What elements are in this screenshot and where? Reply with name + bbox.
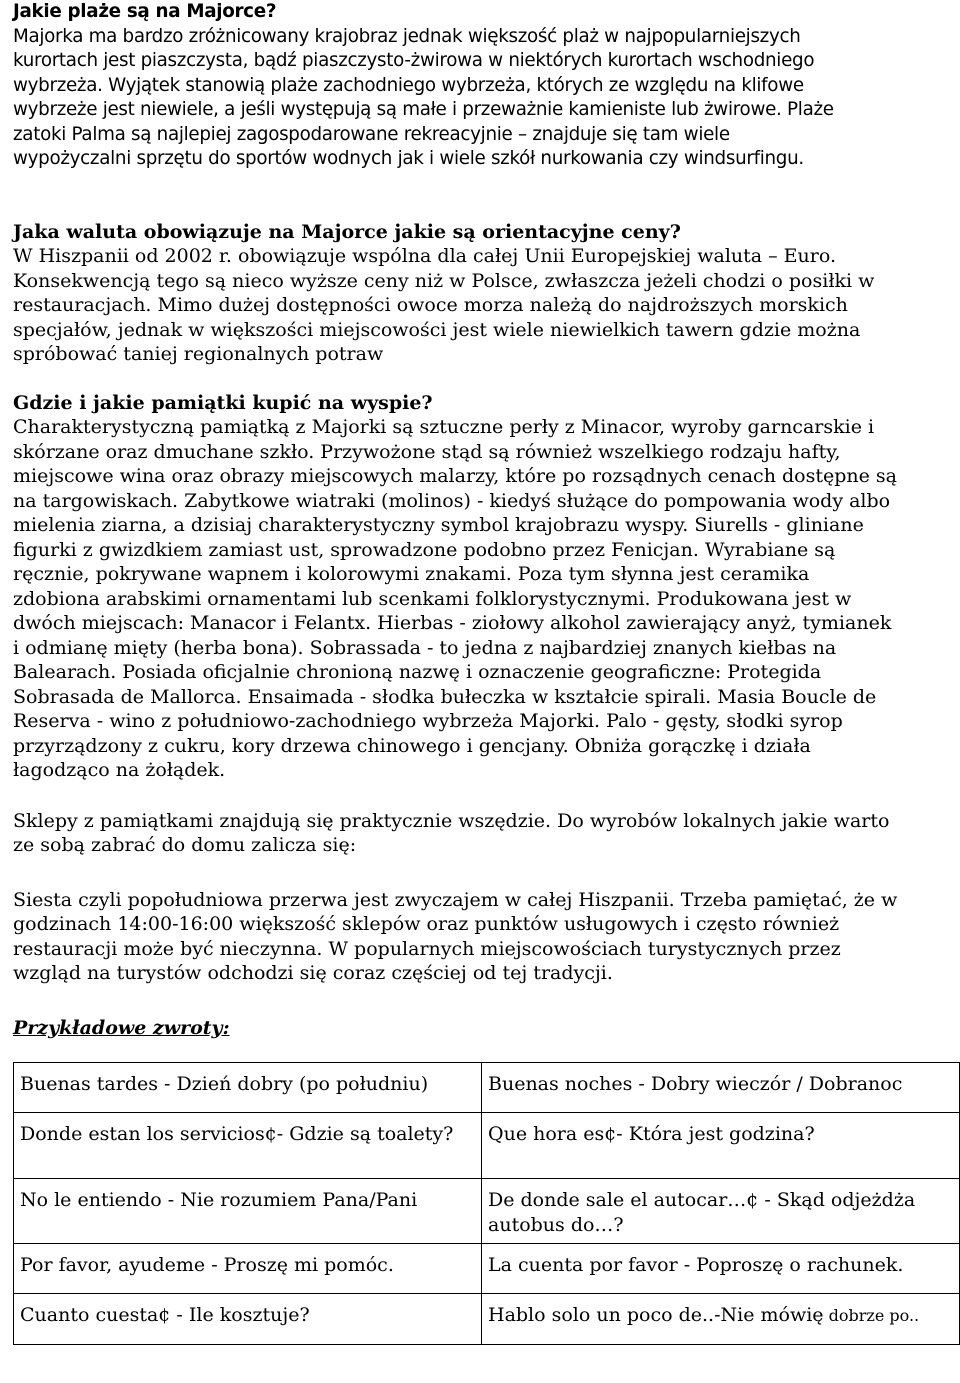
siesta-text-line: godzinach 14:00-16:00 większość sklepów oraz punktów usługowych i często również bbox=[13, 913, 840, 935]
souvenirs-text-line: ręcznie, pokrywane wapnem i kolorowymi znakami. Poza tym słynna jest ceramika bbox=[13, 563, 810, 585]
phrases-heading: Przykładowe zwroty: bbox=[13, 1016, 230, 1039]
phrase-cell: Por favor, ayudeme - Proszę mi pomóc. bbox=[14, 1244, 482, 1294]
beaches-text-line: wypożyczalni sprzętu do sportów wodnych jak i wiele szkół nurkowania czy windsurfingu. bbox=[13, 148, 804, 169]
souvenirs-heading: Gdzie i jakie pamiątki kupić na wyspie? bbox=[13, 391, 433, 414]
currency-text-line: restauracjach. Mimo dużej dostępności owoce morza należą do najdroższych morskich bbox=[13, 294, 848, 316]
shops-text-line: Sklepy z pamiątkami znajdują się praktycznie wszędzie. Do wyrobów lokalnych jakie warto bbox=[13, 809, 890, 832]
phrase-cell: De donde sale el autocar…¢ - Skąd odjeżdża autobus do…? bbox=[482, 1179, 960, 1244]
document-page bbox=[13, 0, 948, 1326]
souvenirs-text-line: Balearach. Posiada oficjalnie chronioną nazwę i oznaczenie geograficzne: Protegida bbox=[13, 661, 822, 683]
table-row bbox=[14, 1113, 960, 1179]
table-row bbox=[14, 1294, 960, 1345]
phrase-cell bbox=[482, 1294, 960, 1345]
phrases-table bbox=[13, 1062, 960, 1345]
beaches-text-line: kurortach jest piaszczysta, bądź piaszczysto-żwirowa w niektórych kurortach wschodniego bbox=[13, 50, 815, 71]
souvenirs-text-line: dwóch miejscach: Manacor i Felantx. Hierbas - ziołowy alkohol zawierający anyż, tymianek bbox=[13, 612, 892, 634]
souvenirs-text-line: Charakterystyczną pamiątką z Majorki są sztuczne perły z Minacor, wyroby garncarskie i bbox=[13, 416, 875, 438]
beaches-text-line: wybrzeża. Wyjątek stanowią plaże zachodniego wybrzeża, których ze względu na klifowe bbox=[13, 74, 804, 96]
souvenirs-text-line: mielenia ziarna, a dzisiaj charakterystyczny symbol krajobrazu wyspy. Siurells - gliniane bbox=[13, 514, 864, 536]
beaches-heading: Jakie plaże są na Majorce? bbox=[13, 1, 277, 22]
phrase-cell: No le entiendo - Nie rozumiem Pana/Pani bbox=[14, 1179, 482, 1244]
currency-text-line: W Hiszpanii od 2002 r. obowiązuje wspólna dla całej Unii Europejskiej waluta – Euro. bbox=[13, 245, 837, 267]
phrase-cell: Buenas noches - Dobry wieczór / Dobranoc bbox=[482, 1063, 960, 1113]
siesta-text-line: restauracji może być nieczynna. W popularnych miejscowościach turystycznych przez bbox=[13, 937, 841, 960]
currency-text-line: specjałów, jednak w większości miejscowości jest wiele niewielkich tawern gdzie można bbox=[13, 318, 861, 341]
siesta-text-line: wzgląd na turystów odchodzi się coraz częściej od tej tradycji. bbox=[13, 962, 613, 984]
currency-text-line: spróbować taniej regionalnych potraw bbox=[13, 343, 384, 365]
shops-text-line: ze sobą zabrać do domu zalicza się: bbox=[13, 834, 357, 856]
beaches-text-line: Majorka ma bardzo zróżnicowany krajobraz jednak większość plaż w najpopularniejszych bbox=[13, 25, 801, 47]
phrase-cell-text: Hablo solo un poco de..-Nie mówię bbox=[488, 1304, 824, 1326]
souvenirs-text-line: i odmianę mięty (herba bona). Sobrassada - to jedna z najbardziej znanych kiełbas na bbox=[13, 636, 837, 659]
souvenirs-text-line: Reserva - wino z południowo-zachodniego wybrzeża Majorki. Palo - gęsty, słodki syrop bbox=[13, 710, 843, 732]
souvenirs-text-line: skórzane oraz dmuchane szkło. Przywożone stąd są również wszelkiego rodzaju hafty, bbox=[13, 440, 841, 463]
phrase-cell: Que hora es¢- Która jest godzina? bbox=[482, 1113, 960, 1179]
table-row bbox=[14, 1244, 960, 1294]
phrase-cell: Cuanto cuesta¢ - Ile kosztuje? bbox=[14, 1294, 482, 1345]
table-row bbox=[14, 1179, 960, 1244]
souvenirs-text-line: łagodząco na żołądek. bbox=[13, 759, 226, 781]
phrase-cell: Donde estan los servicios¢- Gdzie są toalety? bbox=[14, 1113, 482, 1179]
siesta-text-line: Siesta czyli popołudniowa przerwa jest zwyczajem w całej Hiszpanii. Trzeba pamiętać, że w bbox=[13, 888, 898, 911]
souvenirs-text-line: na targowiskach. Zabytkowe wiatraki (molinos) - kiedyś służące do pompowania wody albo bbox=[13, 489, 891, 512]
souvenirs-text-line: Sobrasada de Mallorca. Ensaimada - słodka bułeczka w kształcie spirali. Masia Boucle de bbox=[13, 685, 877, 708]
phrase-cell-tail: dobrze po.. bbox=[823, 1306, 920, 1325]
souvenirs-text-line: miejscowe wina oraz obrazy miejscowych malarzy, które po rozsądnych cenach dostępne są bbox=[13, 465, 897, 487]
phrase-cell: Buenas tardes - Dzień dobry (po południu) bbox=[14, 1063, 482, 1113]
beaches-text-line: wybrzeże jest niewiele, a jeśli występują są małe i przeważnie kamieniste lub żwirowe. Plaże bbox=[13, 99, 834, 120]
souvenirs-text-line: figurki z gwizdkiem zamiast ust, sprowadzone podobno przez Fenicjan. Wyrabiane są bbox=[13, 538, 836, 561]
souvenirs-text-line: przyrządzony z cukru, kory drzewa chinowego i gencjany. Obniża gorączkę i działa bbox=[13, 734, 811, 757]
souvenirs-text-line: zdobiona arabskimi ornamentami lub scenkami folklorystycznymi. Produkowana jest w bbox=[13, 587, 852, 610]
phrase-cell: La cuenta por favor - Poproszę o rachunek. bbox=[482, 1244, 960, 1294]
table-row bbox=[14, 1063, 960, 1113]
currency-heading: Jaka waluta obowiązuje na Majorce jakie są orientacyjne ceny? bbox=[13, 220, 681, 243]
beaches-text-line: zatoki Palma są najlepiej zagospodarowane rekreacyjnie – znajduje się tam wiele bbox=[13, 123, 730, 145]
currency-text-line: Konsekwencją tego są nieco wyższe ceny niż w Polsce, zwłaszcza jeżeli chodzi o posiłki w bbox=[13, 269, 875, 292]
